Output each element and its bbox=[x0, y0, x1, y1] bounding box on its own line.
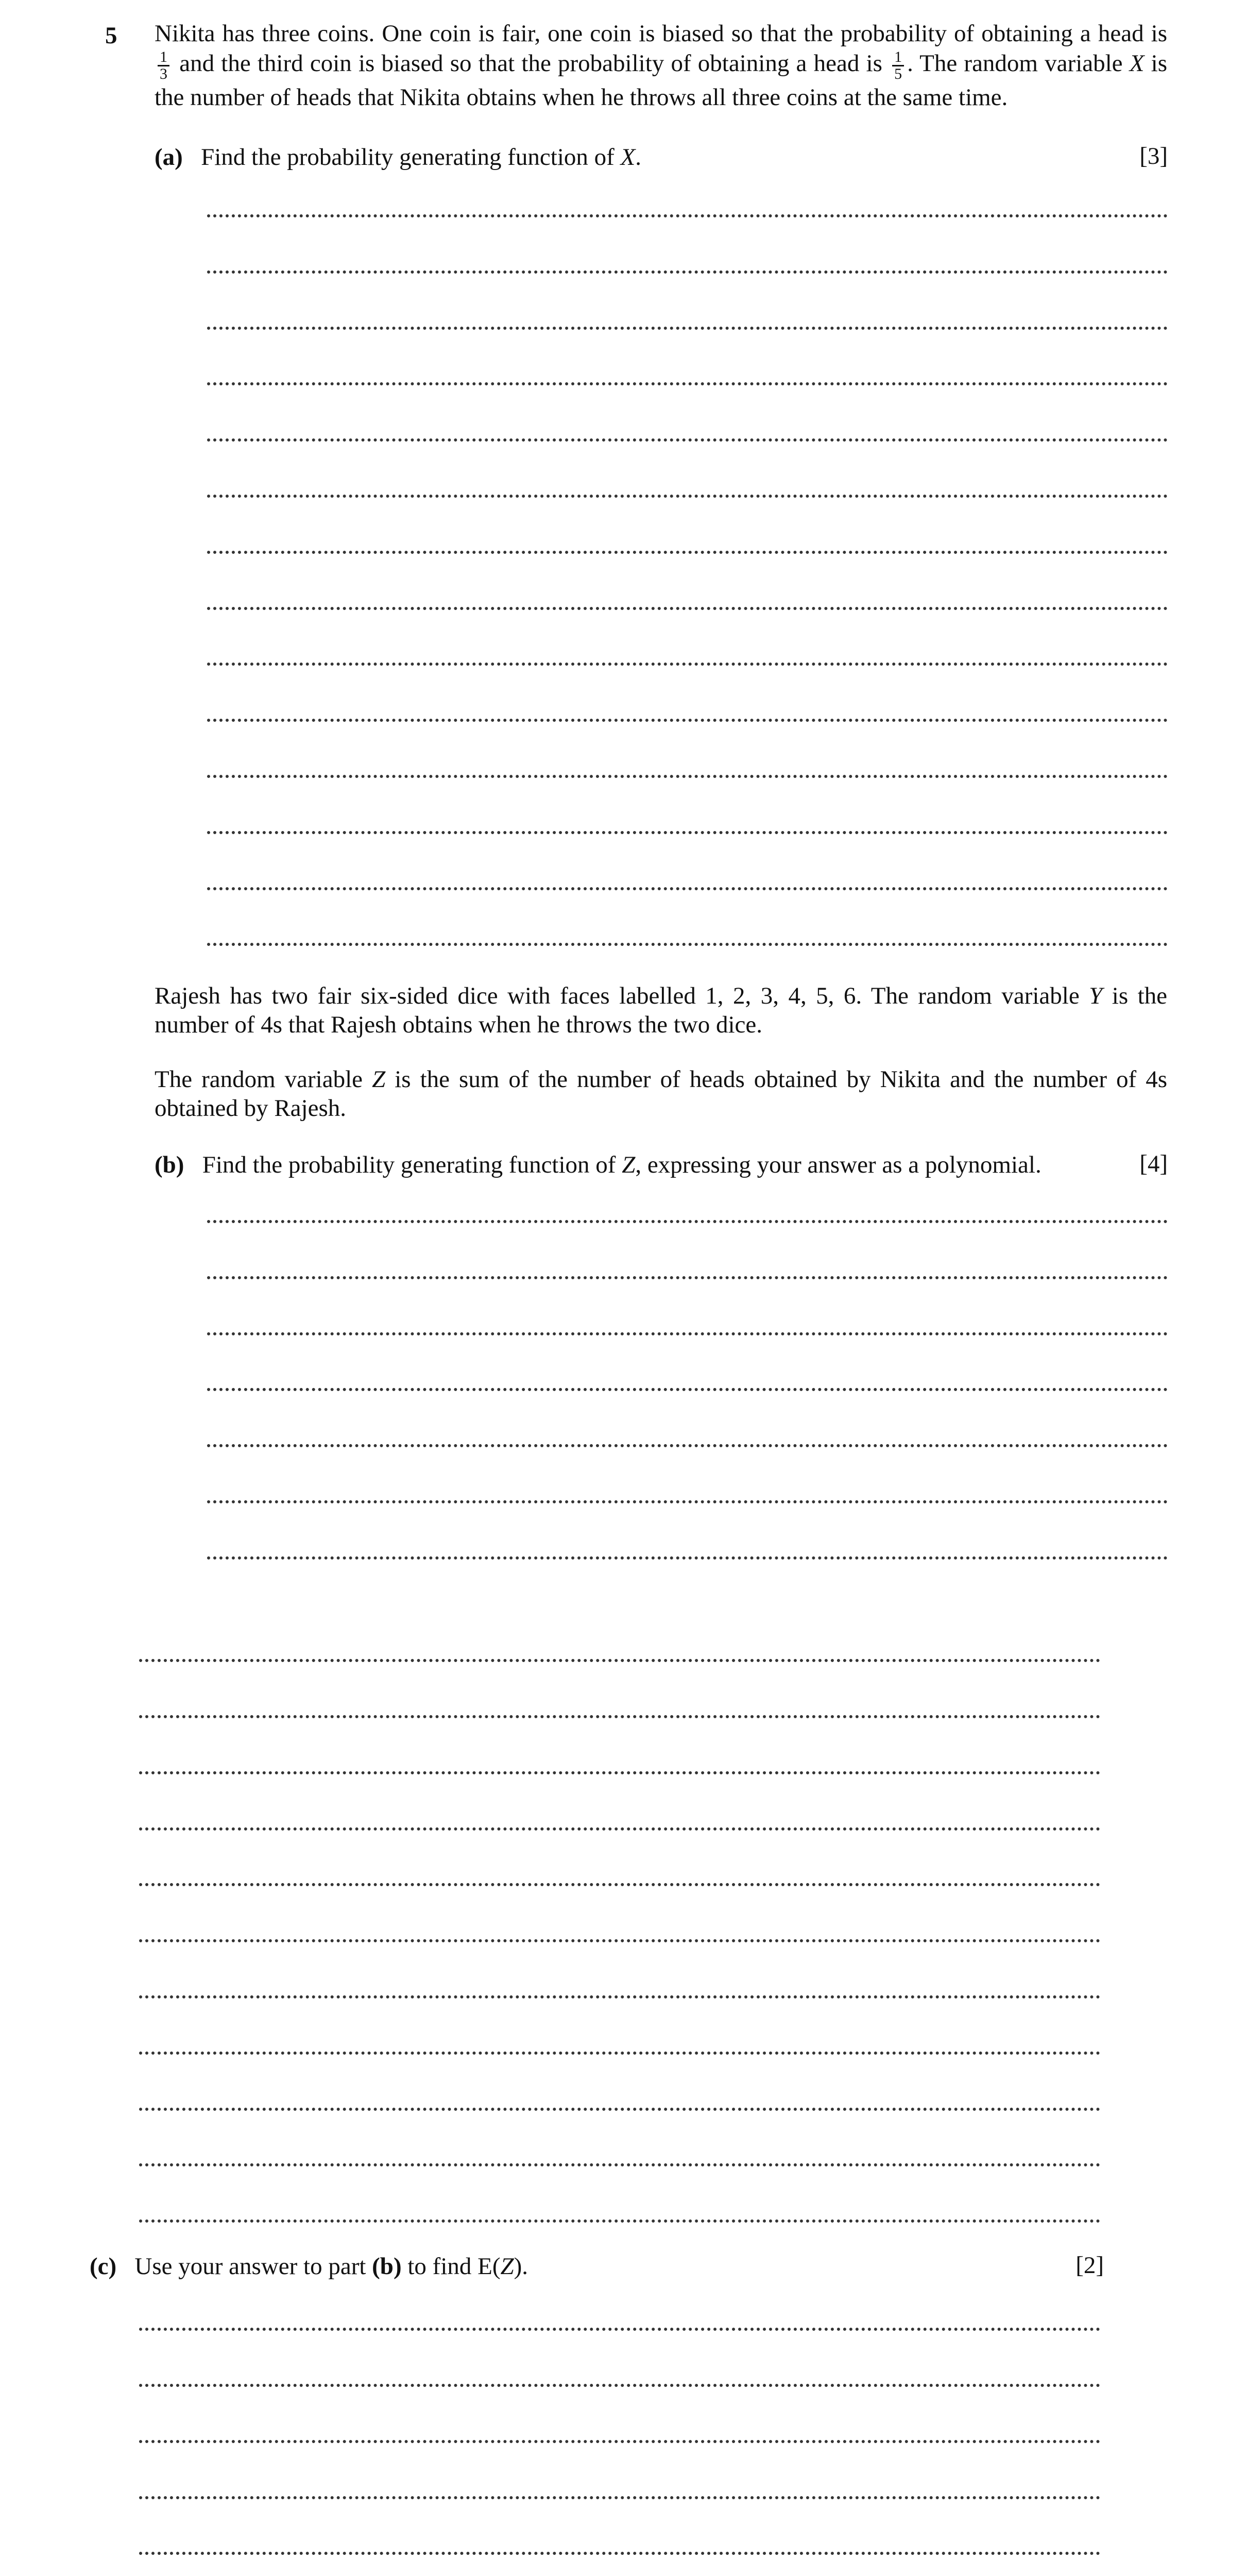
answer-line[interactable] bbox=[207, 887, 1168, 890]
answer-line[interactable] bbox=[207, 438, 1168, 442]
z-def-line-2: obtained by Rajesh. bbox=[155, 1095, 347, 1122]
answer-line[interactable] bbox=[139, 1659, 1100, 1662]
answer-line[interactable] bbox=[207, 327, 1168, 330]
answer-line[interactable] bbox=[139, 1995, 1100, 1998]
answer-line[interactable] bbox=[207, 214, 1168, 217]
answer-line[interactable] bbox=[139, 2219, 1100, 2223]
answer-line[interactable] bbox=[207, 382, 1168, 385]
answer-line[interactable] bbox=[139, 2052, 1100, 2055]
answer-line[interactable] bbox=[139, 2552, 1100, 2555]
intro-line-2: $\frac{1}{3}$ and the third coin is biased so that the probability of obtaining a head is $\frac{1}{5}$ . The random variable X is bbox=[155, 48, 1167, 82]
answer-line[interactable] bbox=[207, 270, 1168, 274]
fraction-one-fifth: $\frac{1}{5}$ bbox=[892, 49, 904, 82]
answer-line[interactable] bbox=[139, 1883, 1100, 1886]
part-c-prompt: (c) Use your answer to part (b) to find E(Z). bbox=[90, 2253, 528, 2280]
question-number: 5 bbox=[105, 22, 117, 49]
part-c-marks: [2] bbox=[1076, 2252, 1104, 2279]
answer-line[interactable] bbox=[139, 1715, 1100, 1718]
answer-line[interactable] bbox=[207, 495, 1168, 498]
answer-line[interactable] bbox=[207, 943, 1168, 946]
answer-line[interactable] bbox=[207, 775, 1168, 778]
answer-line[interactable] bbox=[207, 719, 1168, 722]
answer-line[interactable] bbox=[207, 1388, 1168, 1391]
part-a-marks: [3] bbox=[1139, 143, 1168, 170]
part-b-marks: [4] bbox=[1139, 1150, 1168, 1177]
intro-line-3: the number of heads that Nikita obtains when he throws all three coins at the same time. bbox=[155, 84, 1008, 111]
answer-line[interactable] bbox=[207, 1276, 1168, 1279]
answer-line[interactable] bbox=[207, 1500, 1168, 1503]
answer-line[interactable] bbox=[207, 551, 1168, 554]
intro-line-1: Nikita has three coins. One coin is fair, one coin is biased so that the probability of obtaining a head is bbox=[155, 20, 1167, 47]
answer-line[interactable] bbox=[139, 2496, 1100, 2499]
answer-line[interactable] bbox=[207, 1332, 1168, 1335]
answer-line[interactable] bbox=[207, 1220, 1168, 1223]
answer-line[interactable] bbox=[207, 1556, 1168, 1560]
answer-line[interactable] bbox=[139, 1939, 1100, 1942]
z-def-line-1: The random variable Z is the sum of the number of heads obtained by Nikita and the number of 4s bbox=[155, 1066, 1168, 1093]
answer-line[interactable] bbox=[139, 2328, 1100, 2331]
answer-line[interactable] bbox=[139, 2163, 1100, 2166]
answer-line[interactable] bbox=[207, 607, 1168, 610]
answer-line[interactable] bbox=[139, 2384, 1100, 2387]
rajesh-line-1: Rajesh has two fair six-sided dice with faces labelled 1, 2, 3, 4, 5, 6. The random variable Y is the bbox=[155, 982, 1167, 1009]
answer-line[interactable] bbox=[207, 831, 1168, 834]
fraction-one-third: $\frac{1}{3}$ bbox=[158, 49, 169, 82]
part-a-prompt: (a) Find the probability generating function of X. bbox=[155, 144, 642, 171]
part-b-prompt: (b) Find the probability generating function of Z, expressing your answer as a polynomial. bbox=[155, 1151, 1042, 1178]
answer-line[interactable] bbox=[139, 2108, 1100, 2111]
answer-line[interactable] bbox=[139, 2440, 1100, 2443]
answer-line[interactable] bbox=[139, 1827, 1100, 1831]
answer-line[interactable] bbox=[139, 1771, 1100, 1774]
rajesh-line-2: number of 4s that Rajesh obtains when he throws the two dice. bbox=[155, 1011, 762, 1038]
answer-line[interactable] bbox=[207, 663, 1168, 666]
answer-line[interactable] bbox=[207, 1444, 1168, 1447]
